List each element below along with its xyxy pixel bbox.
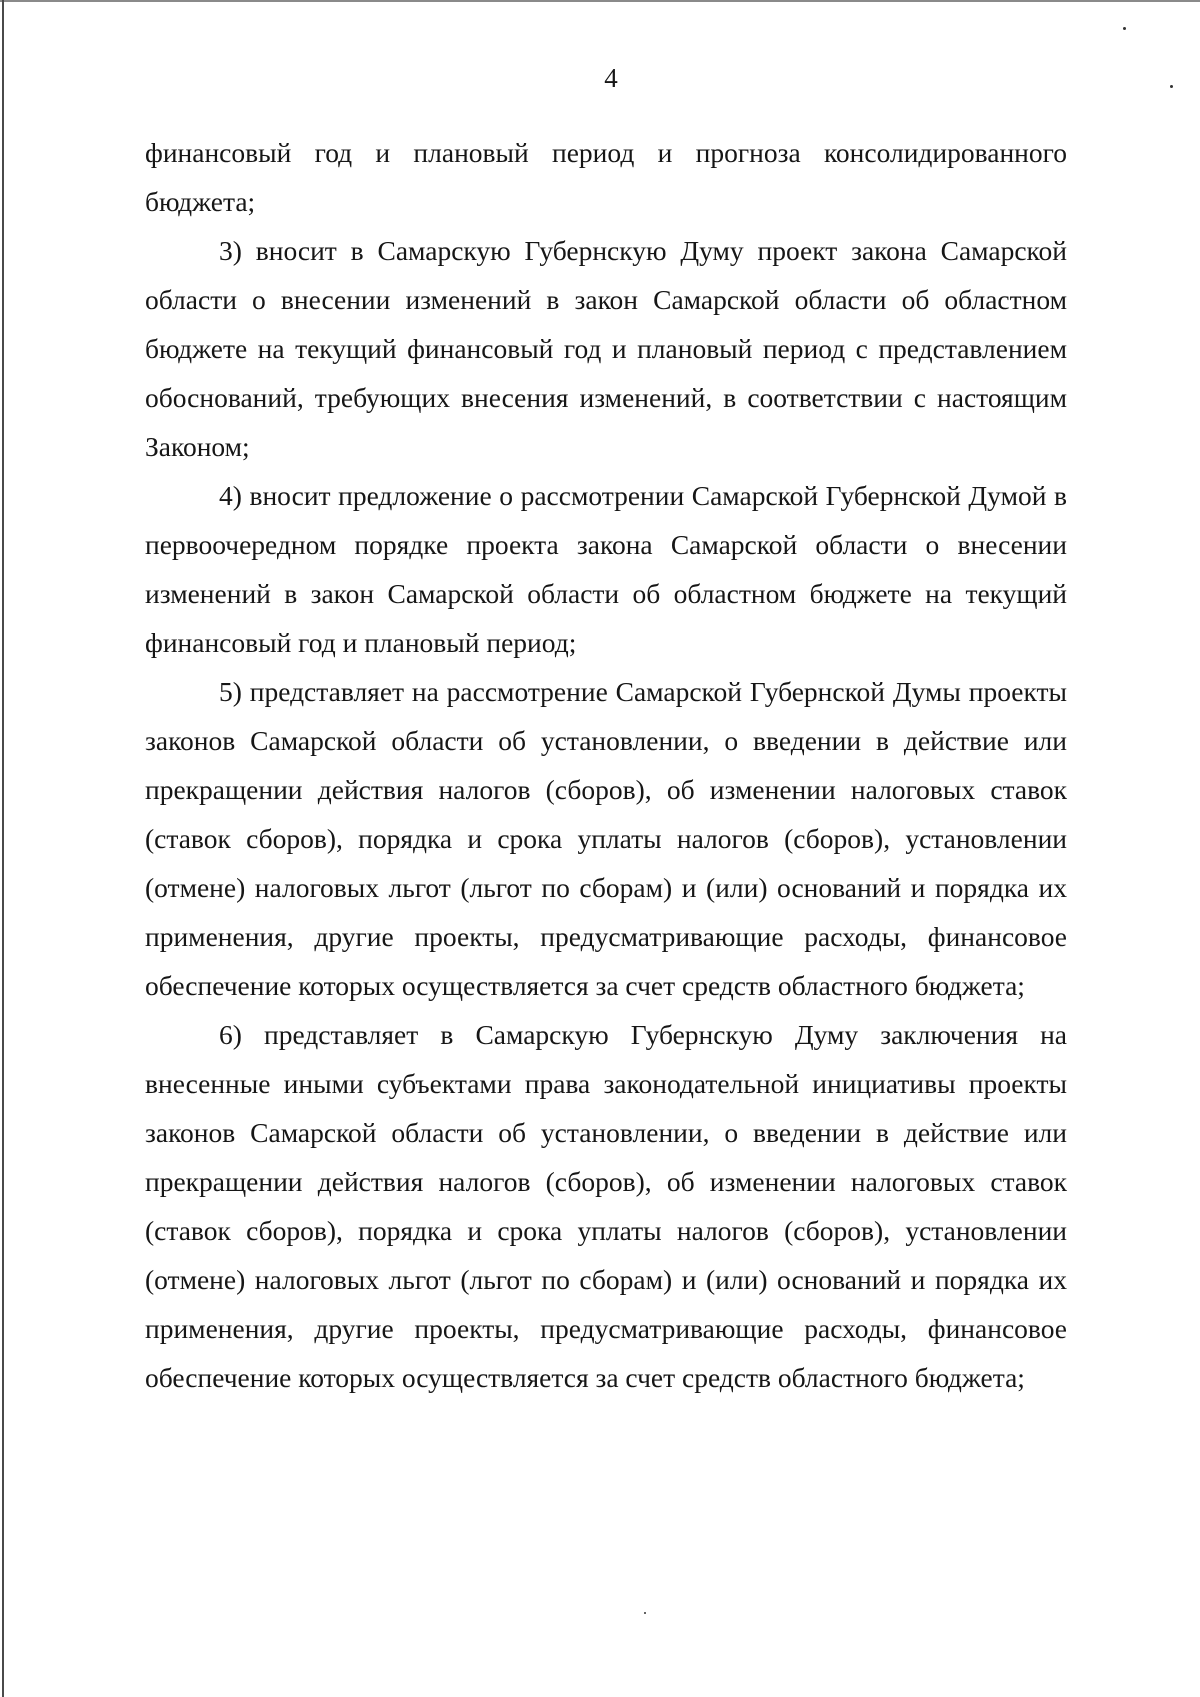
paragraph-item-3: 3) вносит в Самарскую Губернскую Думу проект закона Самарской области о внесении изменений в закон Самарской области об областном бюджете на текущий финансовый год и плановый период с представлением обоснований, требующих внесения изменений, в соответствии с настоящим Законом; (145, 235, 1067, 462)
document-body (145, 128, 1067, 1402)
scan-left-edge (2, 0, 4, 1697)
scan-speck (644, 1612, 646, 1614)
paragraph-item-4: 4) вносит предложение о рассмотрении Самарской Губернской Думой в первоочередном порядке проекта закона Самарской области о внесении изменений в закон Самарской области об областном бюджете на текущий финансовый год и плановый период; (145, 480, 1067, 658)
scan-top-edge (0, 0, 1200, 2)
paragraph-item-5: 5) представляет на рассмотрение Самарской Губернской Думы проекты законов Самарской области об установлении, о введении в действие или прекращении действия налогов (сборов), об изменении налоговых ставок (ставок сборов), порядка и срока уплаты налогов (сборов), установлении (отмене) налоговых льгот (льгот по сборам) и (или) оснований и порядка их применения, другие проекты, предусматривающие расходы, финансовое обеспечение которых осуществляется за счет средств областного бюджета; (145, 676, 1067, 1001)
scan-speck (1123, 27, 1126, 30)
paragraph-continuation: финансовый год и плановый период и прогноза консолидированного бюджета; (145, 137, 1067, 217)
page-number: 4 (604, 63, 618, 93)
scan-speck (1170, 85, 1173, 88)
paragraph-item-6: 6) представляет в Самарскую Губернскую Думу заключения на внесенные иными субъектами права законодательной инициативы проекты законов Самарской области об установлении, о введении в действие или прекращении действия налогов (сборов), об изменении налоговых ставок (ставок сборов), порядка и срока уплаты налогов (сборов), установлении (отмене) налоговых льгот (льгот по сборам) и (или) оснований и порядка их применения, другие проекты, предусматривающие расходы, финансовое обеспечение которых осуществляется за счет средств областного бюджета; (145, 1019, 1067, 1393)
